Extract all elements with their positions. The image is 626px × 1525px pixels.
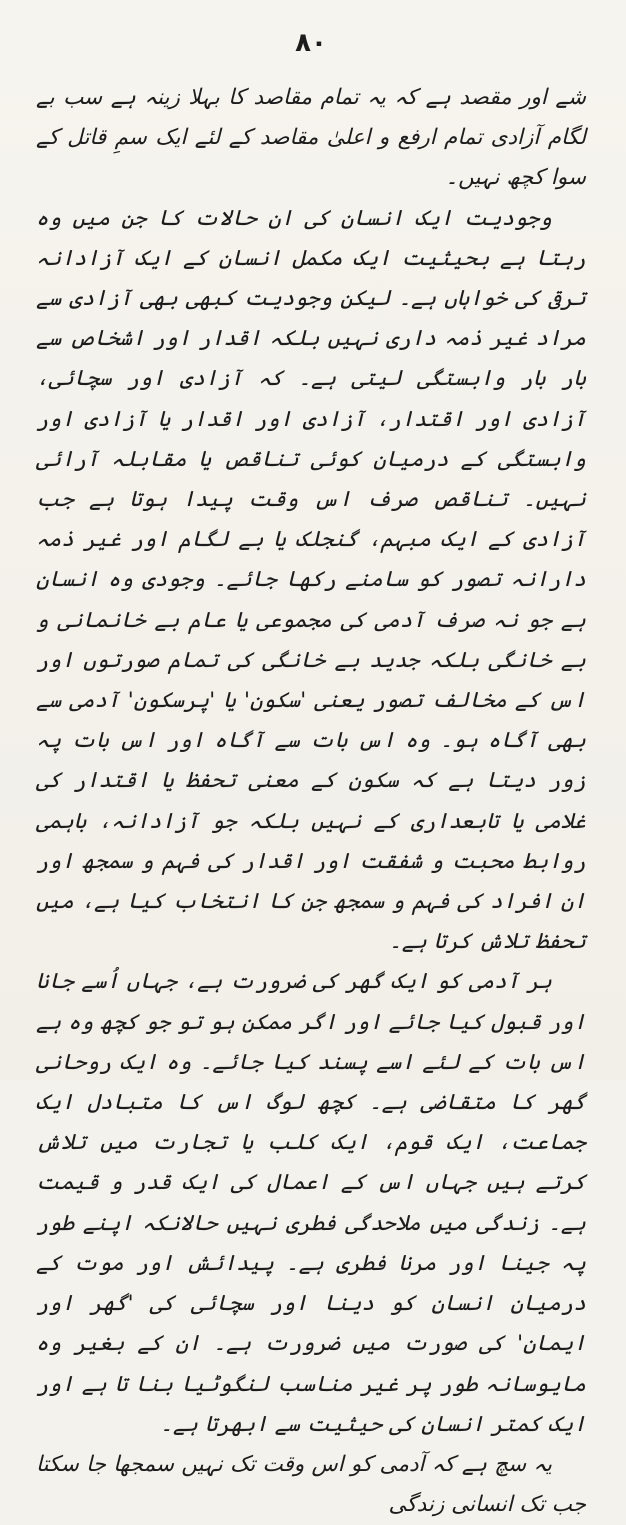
paragraph-1: شے اور مقصد ہے کہ یہ تمام مقاصد کا بہلا زینہ ہے سب بے لگام آزادی تمام ارفع و اعلیٰ مقاصد کے لئے ایک سمِ قاتل کے سوا کچھ نہیں۔ [36,85,586,191]
paragraph-2: وجودیت ایک انسان کی ان حالات کا جن میں وہ رہتا ہے بحیثیت ایک مکمل انسان کے ایک آزادانہ ترقی کی خواہاں ہے۔ لیکن وجودیت کبھی بھی آزادی سے مراد غیر ذمہ داری نہیں بلکہ اقدار اور اشخاص سے بار بار وابستگی لیتی ہے۔ کہ آزادی اور سچائی، آزادی اور اقتدار، آزادی اور اقدار یا آزادی اور وابستگی کے درمیان کوئی تناقص یا مقابلہ آرائی نہیں۔ تناقص صرف اس وقت پیدا ہوتا ہے جب آزادی کے ایک مبہم، گنجلک یا بے لگام اور غیر ذمہ دارانہ تصور کو سامنے رکھا جائے۔ وجودی وہ انسان ہے جو نہ صرف آدمی کی مجموعی یا عام بے خانمانی و بے خانگی بلکہ جدید بے خانگی کی تمام صورتوں اور اس کے مخالف تصور یعنی 'سکون' یا 'پرسکون' آدمی سے بھی آگاہ ہو۔ وہ اس بات سے آگاہ اور اس بات پہ زور دیتا ہے کہ سکون کے معنی تحفظ یا اقتدار کی غلامی یا تابعداری کے نہیں بلکہ جو آزادانہ، باہمی روابط محبت و شفقت اور اقدار کی فہم و سمجھ اور ان افراد کی فہم و سمجھ جن کا انتخاب کیا ہے، میں تحفظ تلاش کرتا ہے۔ [36,205,586,955]
page-body-text [36,78,586,1525]
paragraph-3: ہر آدمی کو ایک گھر کی ضرورت ہے، جہاں اُسے جانا اور قبول کیا جائے اور اگر ممکن ہو تو جو کچھ وہ ہے اس بات کے لئے اسے پسند کیا جائے۔ وہ ایک روحانی گھر کا متقاضی ہے۔ کچھ لوگ اس کا متبادل ایک جماعت، ایک قوم، ایک کلب یا تجارت میں تلاش کرتے ہیں جہاں اس کے اعمال کی ایک قدر و قیمت ہے۔ زندگی میں ملاحدگی فطری نہیں حالانکہ اپنے طور پہ جینا اور مرنا فطری ہے۔ پیدائش اور موت کے درمیان انسان کو دینا اور سچائی کی 'گھر اور ایمان' کی صورت میں ضرورت ہے۔ ان کے بغیر وہ مایوسانہ طور پر غیر مناسب لنگوٹیا بنا تا ہے اور ایک کمتر انسان کی حیثیت سے ابھرتا ہے۔ [36,969,586,1437]
page-number: ۸۰ [295,28,327,58]
paragraph-4: یہ سچ ہے کہ آدمی کو اس وقت تک نہیں سمجھا جا سکتا جب تک انسانی زندگی [36,1451,586,1518]
